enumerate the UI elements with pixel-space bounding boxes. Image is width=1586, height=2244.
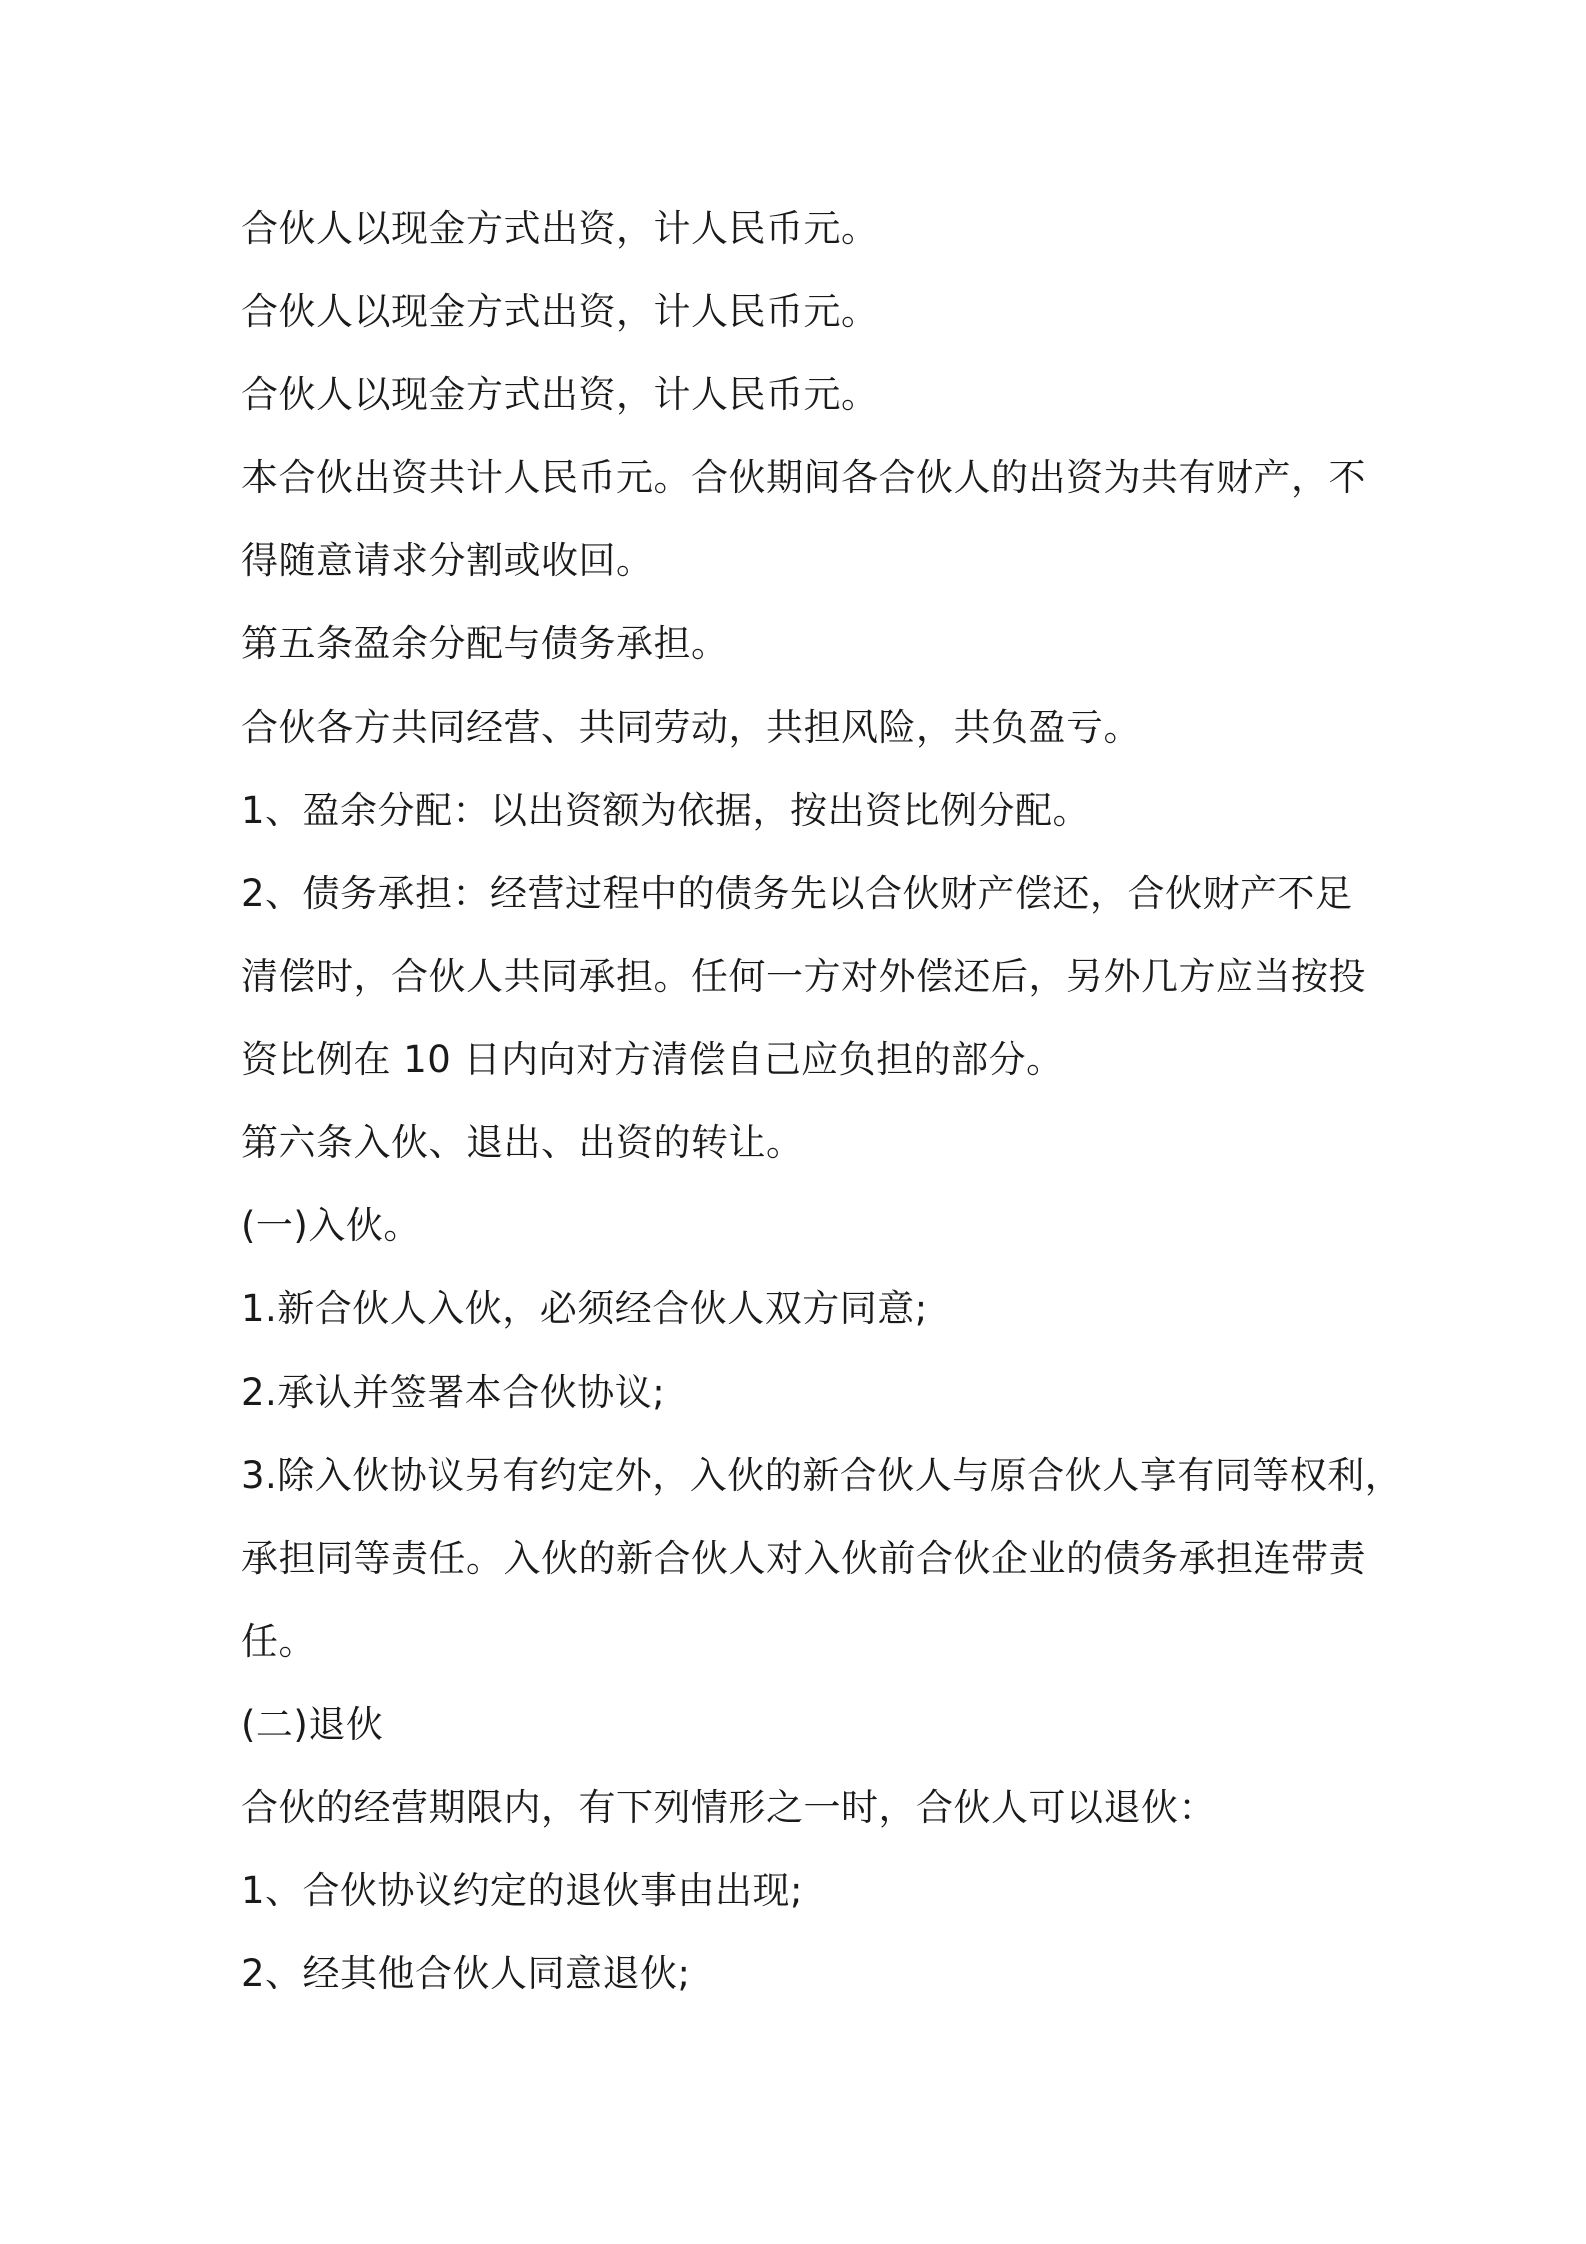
paragraph-line: 合伙各方共同经营、共同劳动，共担风险，共负盈亏。	[241, 706, 1141, 749]
paragraph-line: 合伙人以现金方式出资，计人民币元。	[241, 373, 879, 416]
paragraph-line: 合伙的经营期限内，有下列情形之一时，合伙人可以退伙：	[241, 1786, 1216, 1829]
list-item: 3.除入伙协议另有约定外，入伙的新合伙人与原合伙人享有同等权利，	[241, 1454, 1403, 1497]
paragraph-line: 清偿时，合伙人共同承担。任何一方对外偿还后，另外几方应当按投	[241, 955, 1366, 998]
list-item: 1、盈余分配：以出资额为依据，按出资比例分配。	[241, 789, 1091, 832]
paragraph-line: 任。	[241, 1620, 316, 1663]
paragraph-line: 合伙人以现金方式出资，计人民币元。	[241, 207, 879, 250]
section-heading: 第五条盈余分配与债务承担。	[241, 622, 729, 665]
list-item: 2、债务承担：经营过程中的债务先以合伙财产偿还，合伙财产不足	[241, 872, 1353, 915]
list-item: 2、经其他合伙人同意退伙;	[241, 1952, 691, 1995]
list-item: 1.新合伙人入伙，必须经合伙人双方同意;	[241, 1287, 928, 1330]
subsection-heading: (一)入伙。	[241, 1204, 421, 1247]
section-heading: 第六条入伙、退出、出资的转让。	[241, 1121, 804, 1164]
paragraph-line: 合伙人以现金方式出资，计人民币元。	[241, 290, 879, 333]
list-item: 2.承认并签署本合伙协议;	[241, 1371, 666, 1414]
paragraph-line: 本合伙出资共计人民币元。合伙期间各合伙人的出资为共有财产，不	[241, 456, 1366, 499]
subsection-heading: (二)退伙	[241, 1703, 384, 1746]
paragraph-line: 得随意请求分割或收回。	[241, 539, 654, 582]
list-item: 1、合伙协议约定的退伙事由出现;	[241, 1869, 804, 1912]
paragraph-line: 资比例在 10 日内向对方清偿自己应负担的部分。	[241, 1038, 1064, 1081]
paragraph-line: 承担同等责任。入伙的新合伙人对入伙前合伙企业的债务承担连带责	[241, 1537, 1366, 1580]
